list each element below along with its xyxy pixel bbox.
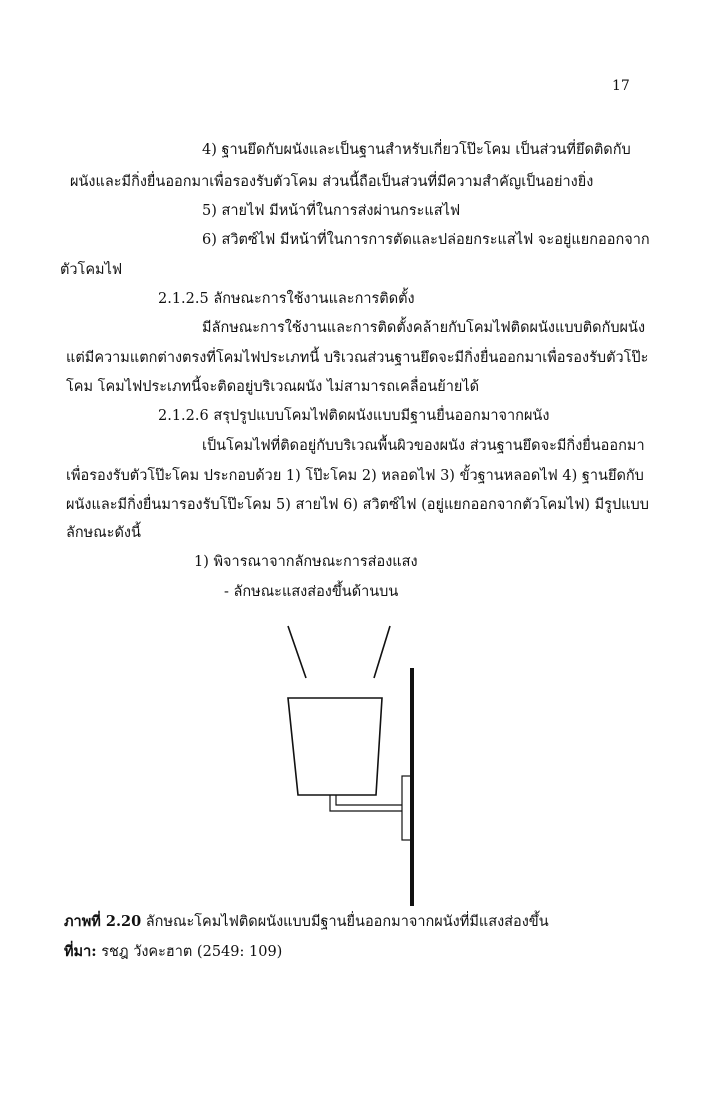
section-2126-sub-2: - ลักษณะแสงส่องขึ้นด้านบน	[224, 584, 399, 600]
wall-lamp-uplight-illustration	[270, 618, 440, 908]
figure-caption-label: ภาพที่ 2.20	[64, 913, 142, 930]
lamp-arm-inner	[336, 795, 402, 805]
figure-source-label: ที่มา:	[64, 943, 97, 960]
section-2125-line-3: โคม โคมไฟประเภทนี้จะติดอยู่บริเวณผนัง ไม่สามารถเคลื่อนย้ายได้	[66, 379, 480, 395]
section-2126-line-2: เพื่อรองรับตัวโป๊ะโคม ประกอบด้วย 1) โป๊ะโคม 2) หลอดไฟ 3) ขั้วฐานหลอดไฟ 4) ฐานยึดกับ	[66, 468, 644, 484]
item-6-line-1: 6) สวิตซ์ไฟ มีหน้าที่ในการการตัดและปล่อยกระแสไฟ จะอยู่แยกออกจาก	[202, 232, 650, 248]
figure-caption	[64, 912, 549, 932]
page-number: 17	[612, 78, 630, 94]
light-ray-right	[374, 626, 390, 678]
figure-source	[64, 942, 282, 962]
item-4-line-1: 4) ฐานยึดกับผนังและเป็นฐานสำหรับเกี่ยวโป๊ะโคม เป็นส่วนที่ยึดติดกับ	[202, 142, 631, 158]
section-2125-heading: 2.1.2.5 ลักษณะการใช้งานและการติดตั้ง	[158, 291, 415, 307]
item-5: 5) สายไฟ มีหน้าที่ในการส่งผ่านกระแสไฟ	[202, 203, 461, 219]
section-2126-line-3: ผนังและมีกิ่งยื่นมารองรับโป๊ะโคม 5) สายไฟ 6) สวิตซ์ไฟ (อยู่แยกออกจากตัวโคมไฟ) มีรูปแบบ	[66, 497, 649, 513]
wall-mount-plate	[402, 776, 411, 840]
item-4-line-2: ผนังและมีกิ่งยื่นออกมาเพื่อรองรับตัวโคม ส่วนนี้ถือเป็นส่วนที่มีความสำคัญเป็นอย่างยิ่ง	[70, 174, 594, 190]
lamp-arm-outer	[330, 795, 402, 811]
section-2126-sub-1: 1) พิจารณาจากลักษณะการส่องแสง	[194, 554, 418, 570]
section-2125-line-1: มีลักษณะการใช้งานและการติดตั้งคล้ายกับโคมไฟติดผนังแบบติดกับผนัง	[202, 320, 646, 336]
lamp-shade	[288, 698, 382, 795]
figure-caption-text: ลักษณะโคมไฟติดผนังแบบมีฐานยื่นออกมาจากผนังที่มีแสงส่องขึ้น	[145, 914, 549, 930]
section-2125-line-2: แต่มีความแตกต่างตรงที่โคมไฟประเภทนี้ บริเวณส่วนฐานยึดจะมีกิ่งยื่นออกมาเพื่อรองรับตัวโป๊ะ	[66, 350, 649, 366]
item-6-line-2: ตัวโคมไฟ	[60, 262, 123, 278]
section-2126-line-4: ลักษณะดังนี้	[66, 525, 141, 541]
figure-source-text: รชฎ วังคะฮาต (2549: 109)	[101, 944, 283, 960]
section-2126-heading: 2.1.2.6 สรุปรูปแบบโคมไฟติดผนังแบบมีฐานยื่นออกมาจากผนัง	[158, 408, 550, 424]
section-2126-line-1: เป็นโคมไฟที่ติดอยู่กับบริเวณพื้นผิวของผนัง ส่วนฐานยึดจะมีกิ่งยื่นออกมา	[202, 438, 645, 454]
light-ray-left	[288, 626, 306, 678]
